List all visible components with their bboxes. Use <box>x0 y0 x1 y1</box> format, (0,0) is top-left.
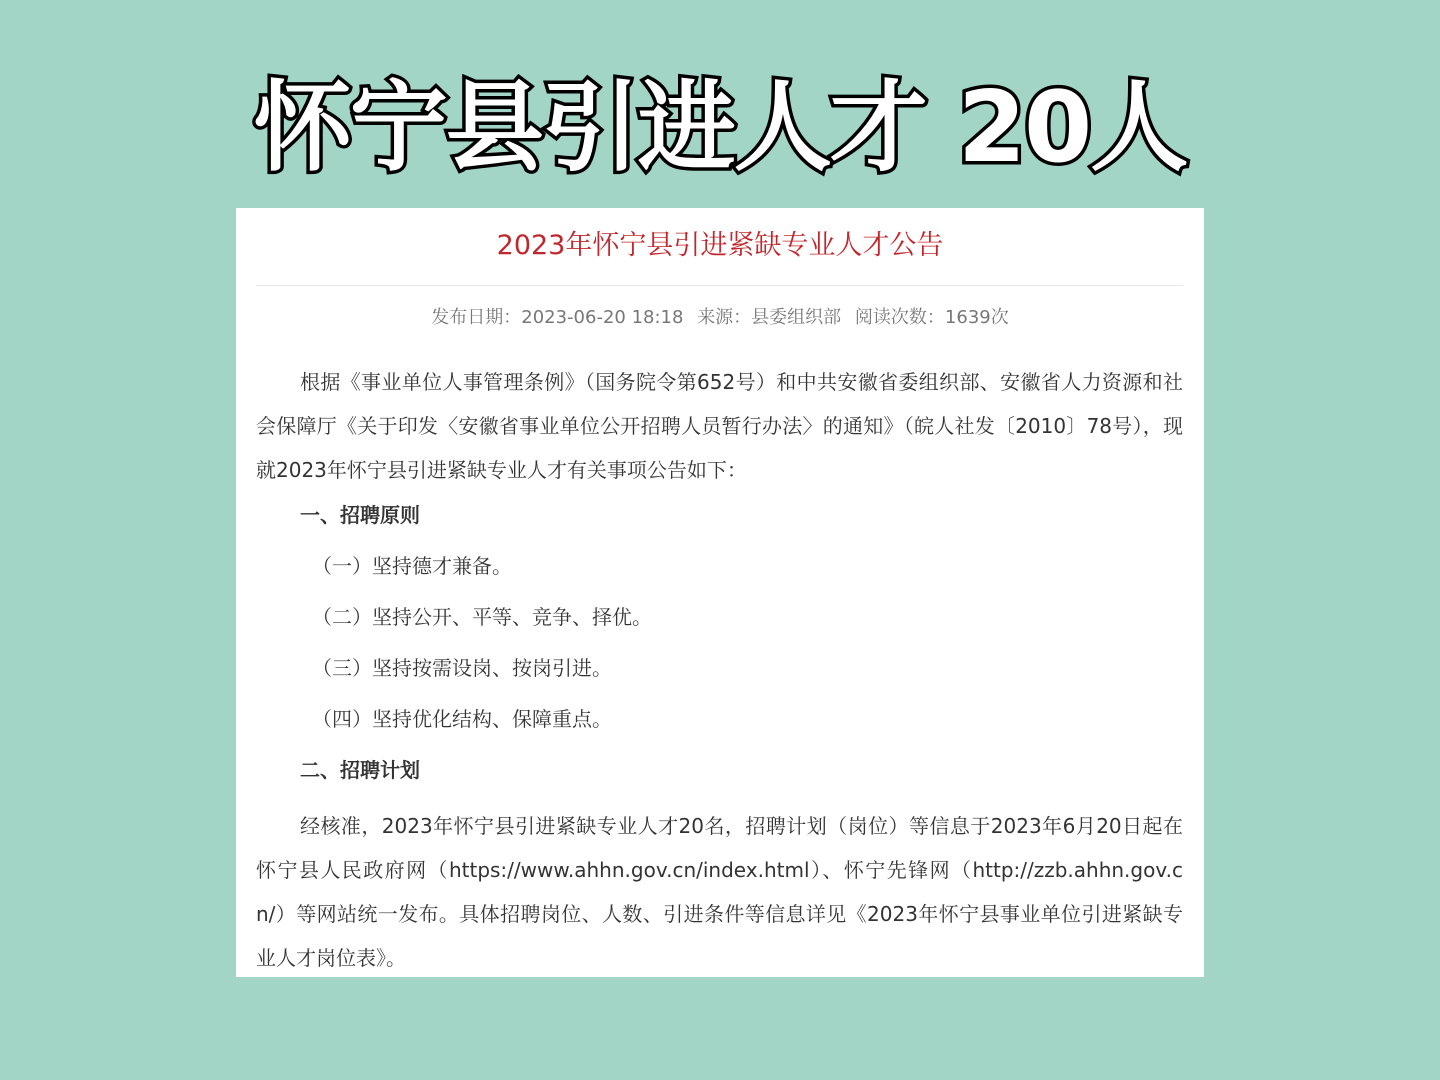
section-recruit-principles <box>256 500 1183 785</box>
plan-paragraph-block <box>256 804 1183 977</box>
list-item: （二）坚持公开、平等、竞争、择优。 <box>312 605 652 629</box>
view-count: 阅读次数：1639次 <box>854 307 1009 328</box>
intro-paragraph: 根据《事业单位人事管理条例》（国务院令第652号）和中共安徽省委组织部、安徽省人力资源和社会保障厅《关于印发〈安徽省事业单位公开招聘人员暂行办法〉的通知》（皖人社发〔2010〕78号），现就2023年怀宁县引进紧缺专业人才有关事项公告如下： <box>256 370 1183 482</box>
list-item: （三）坚持按需设岗、按岗引进。 <box>312 656 612 680</box>
article-source: 来源：县委组织部 <box>697 307 842 328</box>
section-heading: 二、招聘计划 <box>300 758 420 782</box>
list-item: （四）坚持优化结构、保障重点。 <box>312 707 612 731</box>
article-title: 2023年怀宁县引进紧缺专业人才公告 <box>496 230 944 261</box>
title-divider <box>256 285 1183 286</box>
publish-date: 发布日期：2023-06-20 18:18 <box>431 307 684 328</box>
announcement-card <box>236 208 1204 977</box>
video-headline: 怀宁县引进人才 20人 <box>253 71 1187 185</box>
intro-paragraph-block <box>256 360 1183 492</box>
section-heading: 一、招聘原则 <box>300 503 420 527</box>
article-meta <box>236 304 1204 332</box>
list-item: （一）坚持德才兼备。 <box>312 554 512 578</box>
plan-paragraph: 经核准，2023年怀宁县引进紧缺专业人才20名，招聘计划（岗位）等信息于2023年6月20日起在怀宁县人民政府网（https://www.ahhn.gov.cn/index.html）、怀宁先锋网（http://zzb.ahhn.gov.cn/）等网站统一发布。具体招聘岗位、人数、引进条件等信息详见《2023年怀宁县事业单位引进紧缺专业人才岗位表》。 <box>256 814 1183 970</box>
